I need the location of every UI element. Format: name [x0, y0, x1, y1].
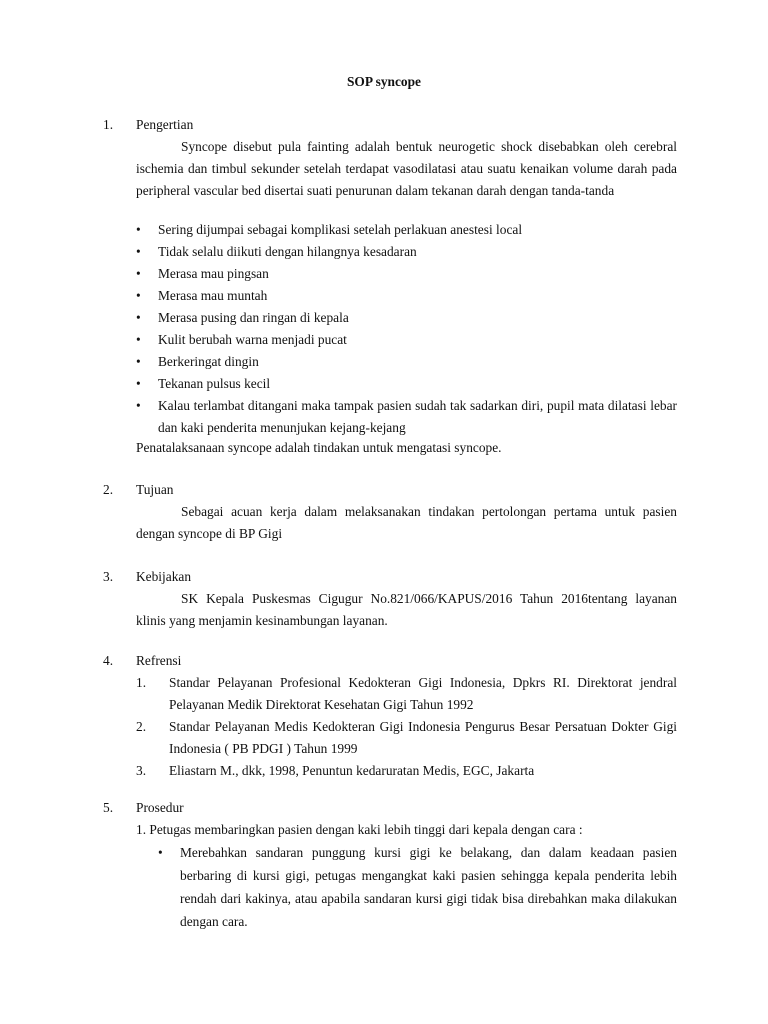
item-number: 2.: [136, 719, 147, 734]
bullet-icon: •: [136, 222, 141, 237]
list-item: • Merasa pusing dan ringan di kepala: [136, 307, 677, 329]
bullet-icon: •: [136, 244, 141, 259]
item-number: 1.: [136, 675, 147, 690]
document-title: SOP syncope: [346, 74, 422, 89]
bullet-icon: •: [158, 845, 163, 860]
list-item: • Kalau terlambat ditangani maka tampak pasien sudah tak sadarkan diri, pupil mata dilatasi lebar dan kaki penderita menunjukan kejang-kejang: [136, 395, 677, 439]
section-heading: Kebijakan: [136, 569, 192, 584]
symptom-list: [136, 219, 677, 439]
list-item: 1. Standar Pelayanan Profesional Kedokteran Gigi Indonesia, Dpkrs RI. Direktorat jendral Pelayanan Medik Direktorat Kesehatan Gigi Tahun 1992: [136, 672, 677, 716]
list-item: 3. Eliastarn M., dkk, 1998, Penuntun kedaruratan Medis, EGC, Jakarta: [136, 760, 677, 782]
reference-list: [136, 672, 677, 782]
section-number: 4.: [103, 653, 114, 668]
section-heading: Pengertian: [136, 117, 194, 132]
section-intro-paragraph: [136, 136, 677, 202]
section-heading: Prosedur: [136, 800, 184, 815]
list-item: • Merasa mau pingsan: [136, 263, 677, 285]
list-item: 2. Standar Pelayanan Medis Kedokteran Gigi Indonesia Pengurus Besar Persatuan Dokter Gigi Indonesia ( PB PDGI ) Tahun 1999: [136, 716, 677, 760]
procedure-sublist: [158, 841, 677, 933]
bullet-icon: •: [136, 332, 141, 347]
list-item: • Berkeringat dingin: [136, 351, 677, 373]
section-heading: Refrensi: [136, 653, 182, 668]
section-number: 2.: [103, 482, 114, 497]
item-number: 3.: [136, 763, 147, 778]
intro-text: Syncope disebut pula fainting adalah bentuk neurogetic shock disebabkan oleh cerebral ischemia dan timbul sekunder setelah terdapat vasodilatasi atau suatu kenaikan volume darah pada peripheral vascular bed disertai suati penurunan dalam tekanan darah dengan tanda-tanda: [136, 139, 677, 198]
section-number: 1.: [103, 117, 114, 132]
list-item: • Tidak selalu diikuti dengan hilangnya kesadaran: [136, 241, 677, 263]
bullet-icon: •: [136, 266, 141, 281]
procedure-step: 1. Petugas membaringkan pasien dengan kaki lebih tinggi dari kepala dengan cara :: [136, 822, 583, 837]
list-item: • Merasa mau muntah: [136, 285, 677, 307]
bullet-icon: •: [136, 288, 141, 303]
bullet-icon: •: [136, 354, 141, 369]
bullet-icon: •: [136, 398, 141, 413]
section-number: 3.: [103, 569, 114, 584]
list-item: • Sering dijumpai sebagai komplikasi setelah perlakuan anestesi local: [136, 219, 677, 241]
section-heading: Tujuan: [136, 482, 174, 497]
section-number: 5.: [103, 800, 114, 815]
list-item: • Merebahkan sandaran punggung kursi gigi ke belakang, dan dalam keadaan pasien berbaring di kursi gigi, petugas mengangkat kaki pasien sehingga kepala penderita lebih rendah dari kakinya, atau apabila sandaran kursi gigi tidak bisa direbahkan maka dilakukan dengan cara.: [158, 841, 677, 933]
bullet-icon: •: [136, 376, 141, 391]
section-closing-paragraph: Penatalaksanaan syncope adalah tindakan untuk mengatasi syncope.: [136, 440, 502, 455]
list-item: • Tekanan pulsus kecil: [136, 373, 677, 395]
bullet-icon: •: [136, 310, 141, 325]
list-item: • Kulit berubah warna menjadi pucat: [136, 329, 677, 351]
section-paragraph: Sebagai acuan kerja dalam melaksanakan tindakan pertolongan pertama untuk pasien dengan syncope di BP Gigi: [136, 504, 677, 541]
section-paragraph: SK Kepala Puskesmas Cigugur No.821/066/KAPUS/2016 Tahun 2016tentang layanan klinis yang menjamin kesinambungan layanan.: [136, 591, 677, 628]
